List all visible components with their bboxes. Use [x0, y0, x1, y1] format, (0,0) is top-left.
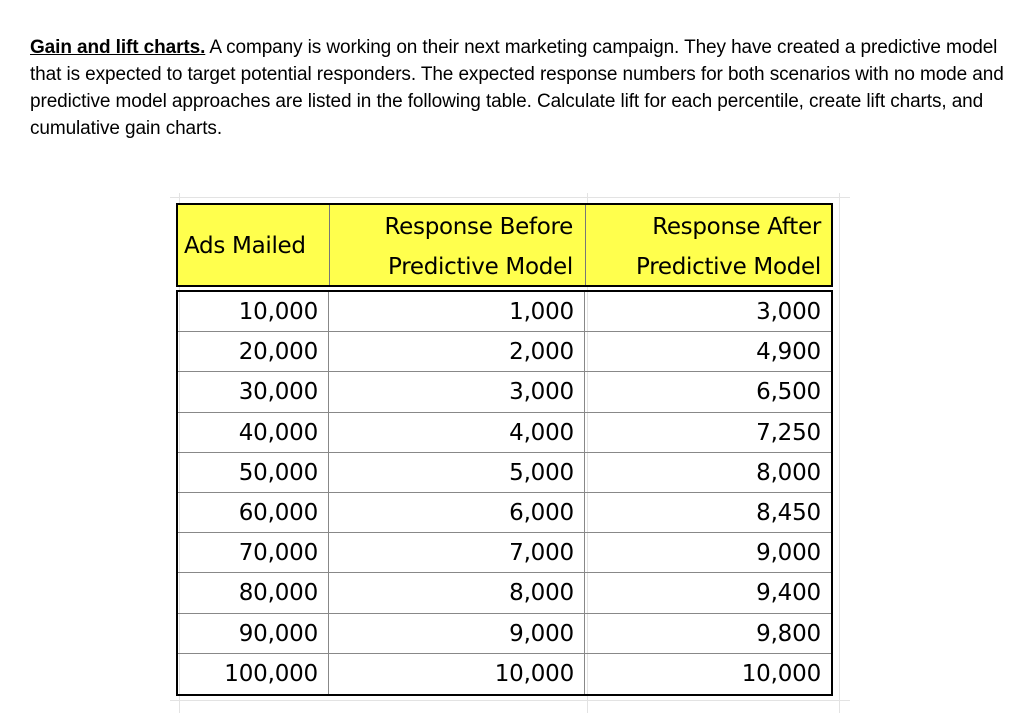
- cell-response-before: 2,000: [329, 332, 585, 371]
- cell-response-before: 10,000: [329, 654, 585, 694]
- cell-ads-mailed: 50,000: [178, 453, 329, 492]
- cell-response-after: 9,000: [756, 540, 821, 567]
- data-table: [176, 203, 833, 696]
- cell-ads-mailed: 20,000: [178, 332, 329, 371]
- cell-response-after: 8,450: [756, 499, 821, 526]
- table-row: [178, 493, 831, 533]
- table-row: [178, 453, 831, 493]
- cell-ads-mailed: 90,000: [178, 614, 329, 653]
- cell-response-before: 7,000: [329, 533, 585, 572]
- cell-response-before: 8,000: [329, 573, 585, 612]
- cell-ads-mailed: 40,000: [178, 413, 329, 452]
- header-response-after: [586, 205, 831, 285]
- header-before-line1: Response Before: [384, 214, 573, 240]
- question-text: [30, 34, 1015, 142]
- cell-response-before: 5,000: [329, 453, 585, 492]
- header-after-line2: Predictive Model: [636, 254, 821, 280]
- table-row: [178, 533, 831, 573]
- cell-response-after: 8,000: [756, 459, 821, 486]
- table-row: [178, 614, 831, 654]
- cell-response-after: 10,000: [741, 660, 821, 687]
- cell-ads-mailed: 30,000: [178, 372, 329, 411]
- table-row: [178, 292, 831, 332]
- cell-response-after: 9,800: [756, 620, 821, 647]
- header-ads-mailed-label: Ads Mailed: [184, 233, 306, 259]
- cell-response-before: 4,000: [329, 413, 585, 452]
- header-ads-mailed: [178, 205, 330, 285]
- cell-response-after: 9,400: [756, 580, 821, 607]
- cell-response-before: 6,000: [329, 493, 585, 532]
- table-header: [176, 203, 833, 287]
- cell-ads-mailed: 100,000: [178, 654, 329, 694]
- cell-ads-mailed: 60,000: [178, 493, 329, 532]
- cell-ads-mailed: 70,000: [178, 533, 329, 572]
- table-row: [178, 654, 831, 694]
- gridline: [170, 700, 850, 701]
- cell-response-before: 9,000: [329, 614, 585, 653]
- table-row: [178, 332, 831, 372]
- cell-ads-mailed: 10,000: [178, 292, 329, 331]
- table-body: [176, 290, 833, 696]
- cell-ads-mailed: 80,000: [178, 573, 329, 612]
- question-body: A company is working on their next marketing campaign. They have created a predictive model that is expected to target potential responders. The expected response numbers for both scenarios with no mode and predictive model approaches are listed in the following table. Calculate lift for each percentile, create lift charts, and cumulative gain charts.: [30, 37, 1004, 139]
- header-response-before: [330, 205, 586, 285]
- gridline: [170, 197, 850, 198]
- question-lead: Gain and lift charts.: [30, 37, 206, 58]
- cell-response-before: 3,000: [329, 372, 585, 411]
- header-after-line1: Response After: [652, 214, 821, 240]
- header-before-line2: Predictive Model: [388, 254, 573, 280]
- gridline: [839, 193, 840, 713]
- cell-response-after: 6,500: [756, 379, 821, 406]
- cell-response-before: 1,000: [329, 292, 585, 331]
- cell-response-after: 3,000: [756, 299, 821, 325]
- table-row: [178, 372, 831, 412]
- cell-response-after: 7,250: [756, 419, 821, 446]
- cell-response-after: 4,900: [756, 339, 821, 366]
- table-row: [178, 413, 831, 453]
- table-row: [178, 573, 831, 613]
